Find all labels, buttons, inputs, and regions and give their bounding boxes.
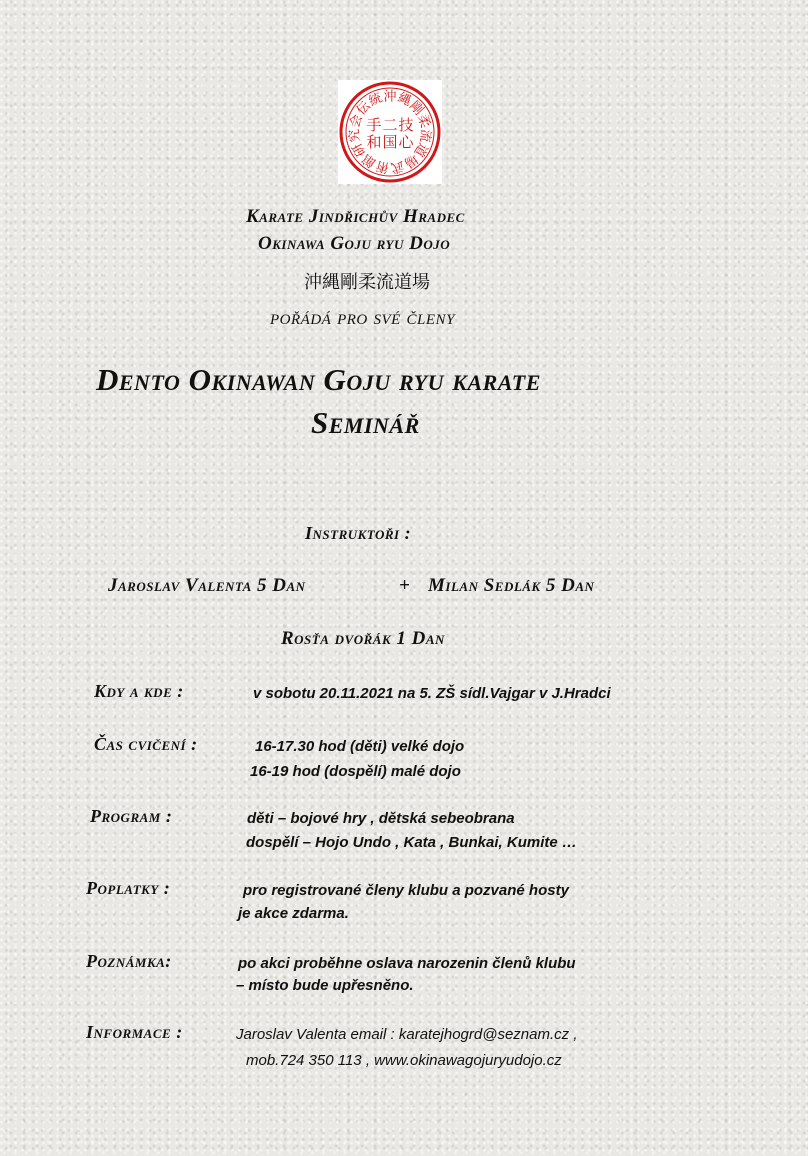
seal-ring-glyph: 縄 — [395, 90, 414, 110]
time-line-1: 16-17.30 hod (děti) velké dojo — [255, 738, 465, 755]
seal-ring-glyph: 柔 — [414, 112, 433, 130]
instructor-1: Jaroslav Valenta 5 Dan — [108, 575, 306, 596]
info-line-1: Jaroslav Valenta email : karatejhogrd@seznam.cz , — [236, 1026, 578, 1043]
dojo-name: Okinawa Goju ryu Dojo — [258, 233, 451, 254]
seminar-subtitle: Seminář — [311, 405, 420, 440]
seal-center-glyph: 技 — [398, 116, 414, 134]
note-line-2: – místo bude upřesněno. — [236, 977, 414, 994]
info-line-2: mob.724 350 113 , www.okinawagojuryudojo.cz — [246, 1052, 562, 1069]
seal-ring-glyph: 沖 — [383, 89, 397, 105]
seal-ring-glyph: 剛 — [406, 98, 426, 119]
organizes-line: pořádá pro své členy — [270, 305, 455, 329]
program-line-1: děti – bojové hry , dětská sebeobrana — [247, 810, 515, 827]
seal-center-glyph: 手 — [366, 116, 382, 134]
info-label: Informace : — [86, 1022, 183, 1042]
seminar-title: Dento Okinawan Goju ryu karate — [96, 362, 541, 397]
program-label: Program : — [90, 806, 173, 826]
when-where-value: v sobotu 20.11.2021 na 5. ZŠ sídl.Vajgar v J.Hradci — [253, 685, 611, 702]
club-name: Karate Jindřichův Hradec — [246, 206, 465, 227]
seal-ring-glyph: 伝 — [354, 98, 374, 119]
note-line-1: po akci proběhne oslava narozenin členů klubu — [238, 955, 576, 972]
seal-ring-glyph: 武 — [389, 157, 406, 175]
instructor-3: Rosťa dvořák 1 Dan — [281, 628, 445, 649]
instructor-plus: + — [399, 575, 411, 596]
dojo-name-kanji: 沖縄剛柔流道場 — [304, 272, 430, 293]
seal-ring-glyph: 究 — [347, 128, 364, 143]
instructors-label: Instruktoři : — [305, 523, 412, 543]
seal-ring-glyph: 統 — [366, 90, 385, 110]
seal-emblem-icon — [338, 80, 442, 184]
seal-center-glyph: 心 — [398, 133, 414, 151]
seal-ring-glyph: 研 — [349, 140, 370, 159]
seal-ring-glyph: 会 — [347, 112, 366, 130]
time-label: Čas cvičení : — [94, 734, 198, 754]
program-line-2: dospělí – Hojo Undo , Kata , Bunkai, Kumite … — [246, 834, 577, 851]
dojo-seal-logo — [338, 80, 442, 184]
note-label: Poznámka: — [86, 951, 172, 971]
instructor-2: Milan Sedlák 5 Dan — [428, 575, 595, 596]
seal-center-glyph: 二 — [382, 116, 398, 134]
fees-line-2: je akce zdarma. — [238, 905, 349, 922]
seal-ring-glyph: 流 — [416, 128, 433, 143]
seal-ring-glyph: 術 — [374, 157, 391, 175]
time-line-2: 16-19 hod (dospělí) malé dojo — [250, 763, 461, 780]
seal-ring-glyph: 場 — [400, 150, 421, 171]
fees-label: Poplatky : — [86, 878, 171, 898]
seal-center-glyph: 和 — [366, 133, 382, 151]
seal-ring-glyph: 道 — [410, 140, 431, 159]
when-where-label: Kdy a kde : — [94, 681, 184, 701]
seal-ring-glyph: 館 — [359, 150, 380, 171]
fees-line-1: pro registrované členy klubu a pozvané hosty — [243, 882, 569, 899]
seal-center-glyph: 国 — [382, 133, 398, 151]
